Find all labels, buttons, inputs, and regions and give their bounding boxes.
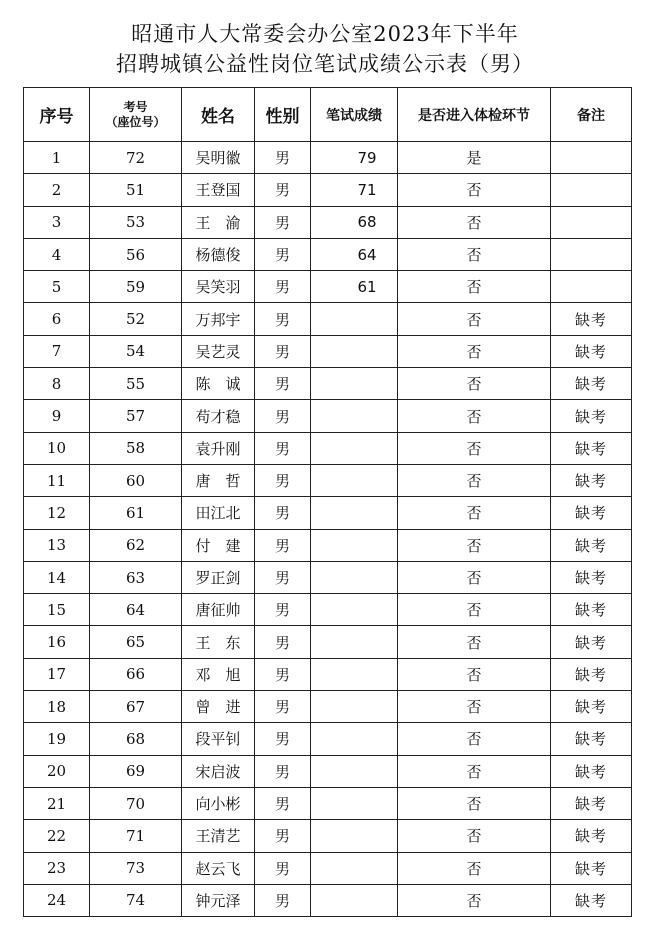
table-row	[24, 594, 632, 626]
cell-advance-to-physical: 否	[398, 561, 551, 593]
table-row	[24, 432, 632, 464]
cell-advance-to-physical: 否	[398, 594, 551, 626]
cell-gender: 男	[255, 335, 311, 367]
cell-note: 缺考	[551, 626, 632, 658]
cell-exam-number: 63	[90, 561, 182, 593]
cell-exam-number: 71	[90, 820, 182, 852]
cell-advance-to-physical: 否	[398, 174, 551, 206]
table-row	[24, 238, 632, 270]
cell-seq: 14	[24, 561, 90, 593]
cell-exam-number: 54	[90, 335, 182, 367]
cell-note	[551, 271, 632, 303]
table-row	[24, 303, 632, 335]
cell-exam-number: 52	[90, 303, 182, 335]
table-row	[24, 497, 632, 529]
table-row	[24, 561, 632, 593]
cell-written-score	[311, 464, 398, 496]
cell-seq: 22	[24, 820, 90, 852]
document-title-line-1: 昭通市人大常委会办公室2023年下半年	[131, 22, 519, 46]
cell-note: 缺考	[551, 723, 632, 755]
cell-gender: 男	[255, 174, 311, 206]
cell-written-score	[311, 335, 398, 367]
cell-exam-number: 68	[90, 723, 182, 755]
cell-written-score	[311, 432, 398, 464]
table-row	[24, 174, 632, 206]
cell-exam-number: 66	[90, 658, 182, 690]
cell-seq: 15	[24, 594, 90, 626]
cell-exam-number: 61	[90, 497, 182, 529]
cell-advance-to-physical: 否	[398, 206, 551, 238]
cell-gender: 男	[255, 884, 311, 916]
cell-name: 段平钊	[182, 723, 255, 755]
cell-gender: 男	[255, 529, 311, 561]
cell-seq: 3	[24, 206, 90, 238]
cell-seq: 23	[24, 852, 90, 884]
cell-exam-number: 55	[90, 368, 182, 400]
cell-seq: 13	[24, 529, 90, 561]
cell-note: 缺考	[551, 852, 632, 884]
cell-name: 唐征帅	[182, 594, 255, 626]
cell-gender: 男	[255, 464, 311, 496]
cell-exam-number: 64	[90, 594, 182, 626]
cell-name: 吴艺灵	[182, 335, 255, 367]
cell-gender: 男	[255, 497, 311, 529]
cell-exam-number: 57	[90, 400, 182, 432]
cell-seq: 10	[24, 432, 90, 464]
cell-written-score	[311, 787, 398, 819]
cell-written-score	[311, 820, 398, 852]
cell-gender: 男	[255, 561, 311, 593]
table-row	[24, 368, 632, 400]
cell-advance-to-physical: 否	[398, 303, 551, 335]
table-row	[24, 335, 632, 367]
cell-name: 吴明徽	[182, 142, 255, 174]
cell-written-score: 64	[311, 238, 398, 270]
cell-note	[551, 238, 632, 270]
cell-note: 缺考	[551, 594, 632, 626]
cell-note	[551, 174, 632, 206]
cell-note: 缺考	[551, 755, 632, 787]
cell-note: 缺考	[551, 787, 632, 819]
cell-name: 王 渝	[182, 206, 255, 238]
cell-advance-to-physical: 否	[398, 787, 551, 819]
cell-name: 田江北	[182, 497, 255, 529]
header-gender: 性别	[255, 88, 311, 142]
cell-gender: 男	[255, 755, 311, 787]
cell-seq: 20	[24, 755, 90, 787]
cell-gender: 男	[255, 852, 311, 884]
cell-seq: 12	[24, 497, 90, 529]
cell-note	[551, 206, 632, 238]
cell-seq: 11	[24, 464, 90, 496]
cell-exam-number: 56	[90, 238, 182, 270]
cell-note: 缺考	[551, 432, 632, 464]
cell-note: 缺考	[551, 884, 632, 916]
cell-name: 宋启波	[182, 755, 255, 787]
cell-written-score: 68	[311, 206, 398, 238]
cell-written-score	[311, 303, 398, 335]
cell-seq: 7	[24, 335, 90, 367]
cell-written-score	[311, 497, 398, 529]
cell-gender: 男	[255, 723, 311, 755]
cell-gender: 男	[255, 271, 311, 303]
cell-gender: 男	[255, 368, 311, 400]
table-row	[24, 691, 632, 723]
table-row	[24, 658, 632, 690]
table-row	[24, 271, 632, 303]
header-written-score: 笔试成绩	[311, 88, 398, 142]
header-exam-number	[90, 88, 182, 142]
cell-note: 缺考	[551, 529, 632, 561]
cell-exam-number: 51	[90, 174, 182, 206]
table-row	[24, 400, 632, 432]
cell-name: 陈 诚	[182, 368, 255, 400]
cell-gender: 男	[255, 691, 311, 723]
cell-gender: 男	[255, 820, 311, 852]
table-row	[24, 529, 632, 561]
cell-written-score	[311, 561, 398, 593]
cell-exam-number: 67	[90, 691, 182, 723]
cell-advance-to-physical: 否	[398, 691, 551, 723]
header-note: 备注	[551, 88, 632, 142]
cell-note: 缺考	[551, 691, 632, 723]
cell-written-score	[311, 626, 398, 658]
cell-written-score	[311, 529, 398, 561]
cell-note: 缺考	[551, 368, 632, 400]
cell-advance-to-physical: 否	[398, 464, 551, 496]
cell-seq: 19	[24, 723, 90, 755]
cell-note: 缺考	[551, 497, 632, 529]
table-header-row	[24, 88, 632, 142]
cell-advance-to-physical: 否	[398, 658, 551, 690]
cell-seq: 17	[24, 658, 90, 690]
cell-name: 王 东	[182, 626, 255, 658]
cell-seq: 4	[24, 238, 90, 270]
cell-gender: 男	[255, 238, 311, 270]
cell-written-score	[311, 852, 398, 884]
cell-gender: 男	[255, 594, 311, 626]
cell-advance-to-physical: 否	[398, 529, 551, 561]
cell-advance-to-physical: 否	[398, 723, 551, 755]
cell-note: 缺考	[551, 820, 632, 852]
cell-exam-number: 53	[90, 206, 182, 238]
cell-exam-number: 65	[90, 626, 182, 658]
header-seq: 序号	[24, 88, 90, 142]
cell-gender: 男	[255, 658, 311, 690]
cell-name: 邓 旭	[182, 658, 255, 690]
cell-gender: 男	[255, 400, 311, 432]
cell-advance-to-physical: 否	[398, 820, 551, 852]
cell-note	[551, 142, 632, 174]
table-row	[24, 626, 632, 658]
cell-advance-to-physical: 否	[398, 335, 551, 367]
cell-seq: 5	[24, 271, 90, 303]
cell-exam-number: 59	[90, 271, 182, 303]
header-name: 姓名	[182, 88, 255, 142]
cell-gender: 男	[255, 303, 311, 335]
table-row	[24, 723, 632, 755]
cell-written-score	[311, 755, 398, 787]
cell-written-score	[311, 594, 398, 626]
cell-note: 缺考	[551, 658, 632, 690]
cell-exam-number: 74	[90, 884, 182, 916]
table-row	[24, 884, 632, 916]
cell-written-score	[311, 723, 398, 755]
cell-name: 吴笑羽	[182, 271, 255, 303]
cell-note: 缺考	[551, 335, 632, 367]
cell-written-score	[311, 658, 398, 690]
cell-gender: 男	[255, 626, 311, 658]
cell-advance-to-physical: 否	[398, 884, 551, 916]
cell-name: 苟才稳	[182, 400, 255, 432]
cell-name: 钟元泽	[182, 884, 255, 916]
document-title-line-2: 招聘城镇公益性岗位笔试成绩公示表（男）	[116, 52, 534, 76]
cell-note: 缺考	[551, 561, 632, 593]
cell-seq: 21	[24, 787, 90, 819]
cell-name: 唐 哲	[182, 464, 255, 496]
cell-name: 向小彬	[182, 787, 255, 819]
cell-written-score: 61	[311, 271, 398, 303]
cell-written-score	[311, 368, 398, 400]
cell-seq: 16	[24, 626, 90, 658]
cell-advance-to-physical: 否	[398, 626, 551, 658]
cell-written-score: 79	[311, 142, 398, 174]
cell-seq: 24	[24, 884, 90, 916]
cell-seq: 2	[24, 174, 90, 206]
cell-advance-to-physical: 否	[398, 271, 551, 303]
cell-advance-to-physical: 否	[398, 852, 551, 884]
cell-exam-number: 62	[90, 529, 182, 561]
cell-exam-number: 58	[90, 432, 182, 464]
cell-seq: 9	[24, 400, 90, 432]
table-row	[24, 787, 632, 819]
cell-advance-to-physical: 否	[398, 400, 551, 432]
cell-advance-to-physical: 否	[398, 497, 551, 529]
cell-gender: 男	[255, 432, 311, 464]
cell-seq: 1	[24, 142, 90, 174]
cell-exam-number: 72	[90, 142, 182, 174]
cell-written-score: 71	[311, 174, 398, 206]
cell-advance-to-physical: 否	[398, 432, 551, 464]
cell-name: 罗正剑	[182, 561, 255, 593]
cell-written-score	[311, 400, 398, 432]
table-row	[24, 820, 632, 852]
cell-seq: 8	[24, 368, 90, 400]
cell-name: 杨德俊	[182, 238, 255, 270]
cell-exam-number: 70	[90, 787, 182, 819]
table-row	[24, 206, 632, 238]
cell-advance-to-physical: 否	[398, 755, 551, 787]
cell-note: 缺考	[551, 303, 632, 335]
table-row	[24, 755, 632, 787]
table-row	[24, 142, 632, 174]
cell-seq: 18	[24, 691, 90, 723]
cell-name: 付 建	[182, 529, 255, 561]
cell-gender: 男	[255, 206, 311, 238]
cell-note: 缺考	[551, 464, 632, 496]
cell-name: 赵云飞	[182, 852, 255, 884]
cell-exam-number: 73	[90, 852, 182, 884]
cell-gender: 男	[255, 787, 311, 819]
header-advance-to-physical: 是否进入体检环节	[398, 88, 551, 142]
table-row	[24, 464, 632, 496]
cell-seq: 6	[24, 303, 90, 335]
header-exam-number-line-2: （座位号）	[105, 114, 166, 129]
cell-note: 缺考	[551, 400, 632, 432]
cell-name: 曾 进	[182, 691, 255, 723]
cell-exam-number: 60	[90, 464, 182, 496]
cell-name: 王清艺	[182, 820, 255, 852]
table-row	[24, 852, 632, 884]
cell-advance-to-physical: 否	[398, 368, 551, 400]
cell-advance-to-physical: 否	[398, 238, 551, 270]
cell-advance-to-physical: 是	[398, 142, 551, 174]
cell-written-score	[311, 884, 398, 916]
cell-name: 王登国	[182, 174, 255, 206]
cell-name: 袁升刚	[182, 432, 255, 464]
cell-exam-number: 69	[90, 755, 182, 787]
header-exam-number-line-1: 考号	[123, 99, 148, 114]
score-table	[23, 87, 632, 917]
cell-name: 万邦宇	[182, 303, 255, 335]
cell-gender: 男	[255, 142, 311, 174]
cell-written-score	[311, 691, 398, 723]
